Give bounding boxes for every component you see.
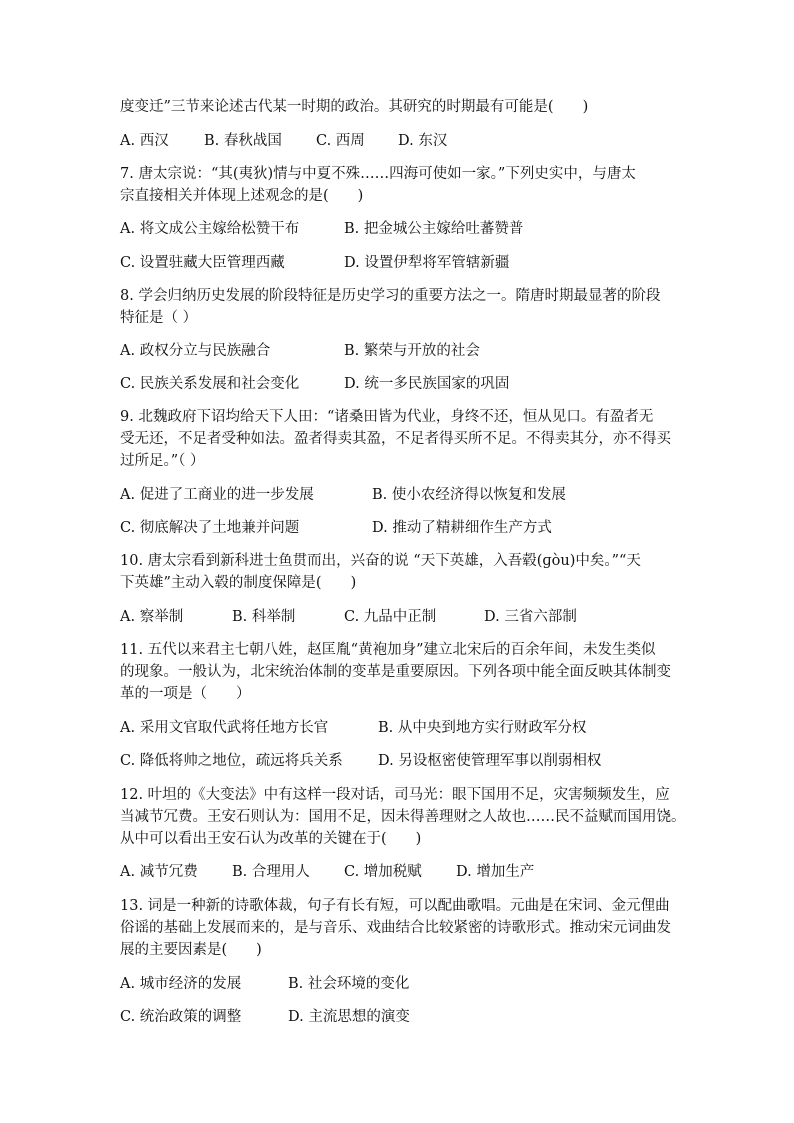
q9-option-b: B. 使小农经济得以恢复和发展 [372,487,566,503]
q12-option-c: C. 增加税赋 [344,864,422,880]
q10-text-line-2: 下英雄”主动入毂的制度保障是( ) [120,575,357,591]
q8-option-c: C. 民族关系发展和社会变化 [120,376,300,392]
q7-option-c: C. 设置驻藏大臣管理西藏 [120,255,285,271]
q6-option-a: A. 西汉 [120,133,169,149]
q8-option-b: B. 繁荣与开放的社会 [344,343,480,359]
q12-option-a: A. 减节冗费 [120,864,198,880]
q9-text-line-1: 9. 北魏政府下诏均给天下人田：“诸桑田皆为代业，身终不还，恒从见口。有盈者无 [120,409,654,425]
q11-option-c: C. 降低将帅之地位，疏远将兵关系 [120,753,343,769]
q10-option-d: D. 三省六部制 [484,609,577,625]
q13-option-b: B. 社会环境的变化 [288,976,410,992]
q13-text-line-2: 俗谣的基础上发展而来的，是与音乐、戏曲结合比较紧密的诗歌形式。推动宋元词曲发 [120,920,671,936]
q7-option-d: D. 设置伊犁将军管辖新疆 [344,255,510,271]
q10-option-a: A. 察举制 [120,609,184,625]
q12-text-line-3: 从中可以看出王安石认为改革的关键在于( ) [120,831,422,847]
q9-text-line-3: 过所足。”（ ） [120,453,205,469]
q12-option-b: B. 合理用人 [232,864,310,880]
q13-option-c: C. 统治政策的调整 [120,1009,242,1025]
q13-option-a: A. 城市经济的发展 [120,976,242,992]
q11-option-a: A. 采用文官取代武将任地方长官 [120,720,329,736]
q7-option-b: B. 把金城公主嫁给吐蕃赞普 [344,221,524,237]
q13-text-line-3: 展的主要因素是( ) [120,942,262,958]
q12-text-line-2: 当减节冗费。王安石则认为：国用不足，因未得善理财之人故也……民不益赋而国用饶。 [120,809,686,825]
q8-option-d: D. 统一多民族国家的巩固 [344,376,510,392]
q12-text-line-1: 12. 叶坦的《大变法》中有这样一段对话，司马光：眼下国用不足，灾害频频发生，应 [120,787,670,803]
q11-option-d: D. 另设枢密使管理军事以削弱相权 [378,753,602,769]
q13-option-d: D. 主流思想的演变 [288,1009,410,1025]
q8-option-a: A. 政权分立与民族融合 [120,343,271,359]
q6-text-line-1: 度变迁”三节来论述古代某一时期的政治。其研究的时期最有可能是( ) [120,99,589,115]
q12-option-d: D. 增加生产 [456,864,535,880]
q8-text-line-2: 特征是（ ） [120,310,198,326]
q9-option-d: D. 推动了精耕细作生产方式 [372,520,552,536]
q6-option-d: D. 东汉 [398,133,448,149]
q13-text-line-1: 13. 词是一种新的诗歌体裁，句子有长有短，可以配曲歌唱。元曲是在宋词、金元俚曲 [120,898,670,914]
q6-option-b: B. 春秋战国 [204,133,282,149]
q11-text-line-3: 革的一项是（ ） [120,686,251,702]
q11-text-line-1: 11. 五代以来君主七朝八姓，赵匡胤“黄袍加身”建立北宋后的百余年间，未发生类似 [120,642,656,658]
q7-text-line-1: 7. 唐太宗说：“其(夷狄)情与中夏不殊……四海可使如一家。”下列史实中，与唐太 [120,166,636,182]
q9-text-line-2: 受无还，不足者受种如法。盈者得卖其盈，不足者得买所不足。不得卖其分，亦不得买 [120,431,671,447]
q6-option-c: C. 西周 [316,133,365,149]
q10-option-b: B. 科举制 [232,609,296,625]
q7-text-line-2: 宗直接相关并体现上述观念的是( ) [120,188,364,204]
q7-option-a: A. 将文成公主嫁给松赞干布 [120,221,300,237]
q9-option-a: A. 促进了工商业的进一步发展 [120,487,314,503]
q10-text-line-1: 10. 唐太宗看到新科进士鱼贯而出，兴奋的说 “天下英雄，入吾毂(ɡòu)中矣。”“天 [120,553,641,569]
q11-option-b: B. 从中央到地方实行财政军分权 [378,720,587,736]
q9-option-c: C. 彻底解决了土地兼并问题 [120,520,300,536]
q10-option-c: C. 九品中正制 [344,609,437,625]
q8-text-line-1: 8. 学会归纳历史发展的阶段特征是历史学习的重要方法之一。隋唐时期最显著的阶段 [120,288,661,304]
q11-text-line-2: 的现象。一般认为，北宋统治体制的变革是重要原因。下列各项中能全面反映其体制变 [120,664,671,680]
